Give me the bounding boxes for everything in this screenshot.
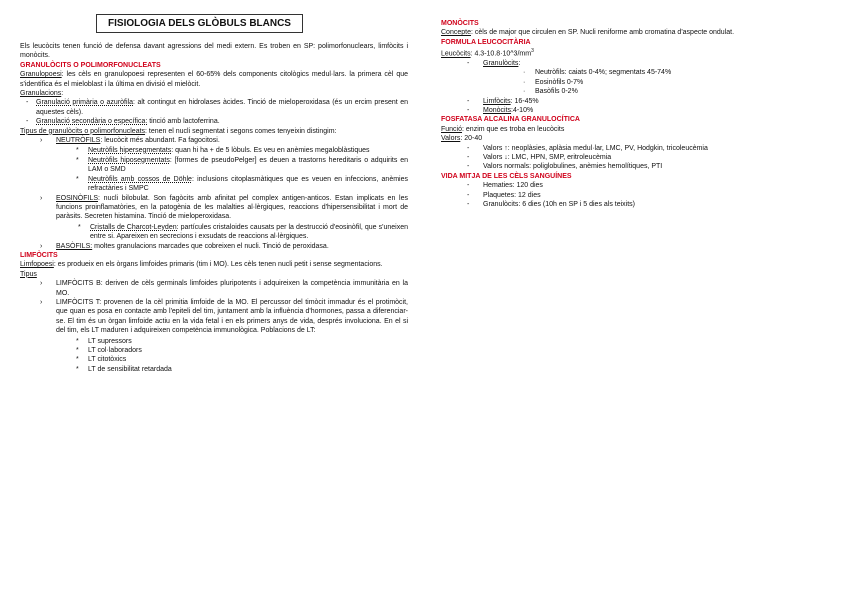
granulopoesi-text: : les cèls en granulopoesi representen el 60-65% dels components citològics medul·lars. la primera cèl que s'identifica és el mieloblast i la última en divisió el mielòcit. xyxy=(20,71,408,88)
granulocit-types-list xyxy=(20,136,408,251)
list-item: - Granulòcits: 6 dies (10h en SP i 5 dies als teixits) xyxy=(441,200,833,209)
granulacions-list xyxy=(20,98,408,126)
limfocits-t-text: LIMFÒCITS T: provenen de la cèl primitia limfoide de la MO. El percussor del timòcit immadur és el protimòcit, que quan es posa en contacte amb l'epiteli del tim, juntament amb la influència d'hormones, passa a diferenciar-se. El tim és un òrgan limfoide actiu en la vida fetal i en els primers anys de vida, després involuciona. En el si del tim, els LT maduren i adquireixen competència immunològica. Poblacions de LT: xyxy=(56,298,408,335)
poblacions-lt-list xyxy=(76,337,408,375)
list-item: · Basòfils 0-2% xyxy=(523,87,833,96)
valors-line xyxy=(441,134,833,143)
neutrofil-text: : inclusions citoplasmàtiques que es veuen en infeccions, anèmies refractàries i SMPC xyxy=(88,175,408,193)
list-item xyxy=(78,223,408,242)
granulacio-text: tinció amb lactoferrina. xyxy=(147,118,220,126)
left-column xyxy=(20,14,408,374)
list-item xyxy=(76,175,408,194)
eosinofils-sublist xyxy=(78,223,408,242)
neutrofils-text: : leucòcit més abundant. Fa fagocitosi. xyxy=(100,137,220,145)
formula-list xyxy=(441,59,833,115)
list-item xyxy=(76,156,408,175)
basofils-term: BASÒFILS: xyxy=(56,242,93,250)
fosfatasa-heading: FOSFATASA ALCALINA GRANULOCÍTICA xyxy=(441,116,580,124)
list-item: * LT supressors xyxy=(76,337,408,346)
neutrofil-text: : [formes de pseudoPelger] es deuen a trastorns hereditaris o adquirits en LAM o SMD xyxy=(88,156,408,174)
list-item: - Valors ↓: LMC, HPN, SMP, eritroleucèmia xyxy=(441,153,833,162)
funcio-text: : enzim que es troba en leucòcits xyxy=(462,125,565,133)
granulocits-sublist xyxy=(523,68,833,96)
granulocits-heading: GRANULÒCITS O POLIMORFONUCLEATS xyxy=(20,61,161,69)
granulacions-term: Granulacions xyxy=(20,90,62,98)
limfocit-types-list xyxy=(20,279,408,374)
granulacio-text: alt contingut en hidrolases àcides. Tinció de mieloperoxidasa (és un ercim present en aquestes cèls). xyxy=(36,99,408,116)
vida-list xyxy=(441,181,833,209)
list-item: * LT citotòxics xyxy=(76,355,408,364)
leucocits-term: Leucòcits xyxy=(441,50,471,58)
concepte-term: Concepte xyxy=(441,29,471,37)
limfopoesi-paragraph xyxy=(20,260,408,269)
basofils-text: moltes granulacions marcades que cobreixen el nucli. Tinció de peroxidasa. xyxy=(92,242,329,250)
list-item-lt xyxy=(20,298,408,374)
tipus-granulocits-term: Tipus de granulòcits o polimorfonucleats xyxy=(20,127,146,135)
limfocits-heading: LIMFÒCITS xyxy=(20,251,58,259)
list-item-monocits xyxy=(441,106,833,115)
vida-heading: VIDA MITJA DE LES CÈLS SANGUÍNES xyxy=(441,172,572,180)
list-item: * LT de sensibilitat retardada xyxy=(76,365,408,374)
monocits-heading: MONÒCITS xyxy=(441,20,479,27)
neutrofils-sublist xyxy=(76,146,408,193)
leucocits-sup: 3 xyxy=(531,48,534,55)
eosinofil-term: Cristalls de Charcot-Leyden: xyxy=(90,223,179,231)
list-item: · Neutròfils: caiats 0-4%; segmentats 45-74% xyxy=(523,68,833,77)
granulocits-colon: : xyxy=(518,59,521,67)
valors-list xyxy=(441,144,833,172)
funcio-term: Funció xyxy=(441,125,463,133)
granulacio-term: Granulació secondària o específica: xyxy=(36,118,148,126)
formula-heading: FORMULA LEUCOCITÀRIA xyxy=(441,38,531,46)
monocits-label: Monòcits xyxy=(483,106,512,114)
concepte-paragraph xyxy=(441,28,833,37)
list-item-neutrofils xyxy=(20,136,408,193)
intro-paragraph: Els leucòcits tenen funció de defensa davant agressions del medi extern. Es troben en SP: polimorfonuclears, limfòcits i monòcits. xyxy=(20,43,408,60)
tipus-granulocits-paragraph xyxy=(20,127,408,136)
neutrofil-term: Neutròfils hiposegmentats xyxy=(88,156,170,164)
limfocits-label: Limfòcits xyxy=(483,97,511,105)
list-item-basofils xyxy=(20,242,408,251)
page-title: FISIOLOGIA DELS GLÒBULS BLANCS xyxy=(96,14,303,33)
list-item-eosinofils xyxy=(20,194,408,242)
granulopoesi-paragraph xyxy=(20,70,408,89)
tipus-granulocits-text: : tenen el nucli segmentat i segons comes tenyeixin distingim: xyxy=(145,127,337,135)
granulocits-label: Granulòcits xyxy=(483,59,519,67)
list-item xyxy=(76,146,408,155)
neutrofils-term: NEUTRÒFILS xyxy=(56,137,101,145)
limfocits-value: : 16-45% xyxy=(510,97,539,105)
granulacions-colon: : xyxy=(61,90,64,98)
funcio-line xyxy=(441,125,833,134)
monocits-value: :4-10% xyxy=(511,106,534,114)
neutrofil-term: Neutròfils hipersegmentats xyxy=(88,147,172,155)
eosinofils-text: : nucli bilobulat. Son fagòcits amb afinitat pel complex antigen-anticos. Estan implicats en les funcions proinflamatòries, en la patogènia de les malalties al·lèrgiques, reaccions d'hipersensibilitat i mort de paràsits. Secreten histamina. Tinció de mieloperoxidasa. xyxy=(56,194,408,221)
valors-text: : 20-40 xyxy=(460,135,483,143)
right-column xyxy=(441,19,833,209)
neutrofil-term: Neutròfils amb cossos de Döhle xyxy=(88,175,192,183)
granulacio-term: Granulació primària o azuròfila: xyxy=(36,99,135,107)
granulopoesi-term: Granulopoesi xyxy=(20,71,62,79)
leucocits-line xyxy=(441,47,833,59)
list-item: › LIMFÒCITS B: deriven de cèls germinals limfoides pluripotents i adquireixen la competència immunitària en la MO. xyxy=(20,279,408,298)
list-item: - Hematies: 120 dies xyxy=(441,181,833,190)
list-item: - Valors normals: poliglobulines, anèmies hemolítiques, PTI xyxy=(441,162,833,171)
list-item: - Valors ↑: neoplàsies, aplàsia medul·lar, LMC, PV, Hodgkin, tricoleucèmia xyxy=(441,144,833,153)
granulacions-line xyxy=(20,89,408,98)
list-item xyxy=(20,98,408,117)
list-item: - Plaquetes: 12 dies xyxy=(441,191,833,200)
eosinofils-term: EOSINÒFILS xyxy=(56,194,99,202)
eosinofil-text: partícules cristaloides causats per la destrucció d'eosinòfil, que s'uneixen entre si. Apareixen en secrecions i exsudats de reaccions al·lèrgiques. xyxy=(90,223,408,241)
neutrofil-text: : quan hi ha + de 5 lòbuls. Es veu en anèmies megaloblàstiques xyxy=(171,147,370,155)
leucocits-text: : 4.3-10.8·10^3/mm xyxy=(470,50,532,58)
limfopoesi-term: Limfopoesi xyxy=(20,261,54,269)
valors-term: Valors xyxy=(441,135,461,143)
list-item: · Eosinòfils 0-7% xyxy=(523,78,833,87)
concepte-text: : cèls de major que circulen en SP. Nucli reniforme amb cromatina d'aspecte ondulat. xyxy=(470,29,735,37)
list-item: * LT col·laboradors xyxy=(76,346,408,355)
list-item-limfocits xyxy=(441,97,833,106)
list-item xyxy=(20,117,408,126)
tipus-limfocits-label: Tipus xyxy=(20,270,37,278)
limfopoesi-text: : es produeix en els òrgans limfoides primaris (tim i MO). Les cèls tenen nucli petit i sense segmentacions. xyxy=(53,261,383,269)
list-item-granulocits xyxy=(441,59,833,97)
